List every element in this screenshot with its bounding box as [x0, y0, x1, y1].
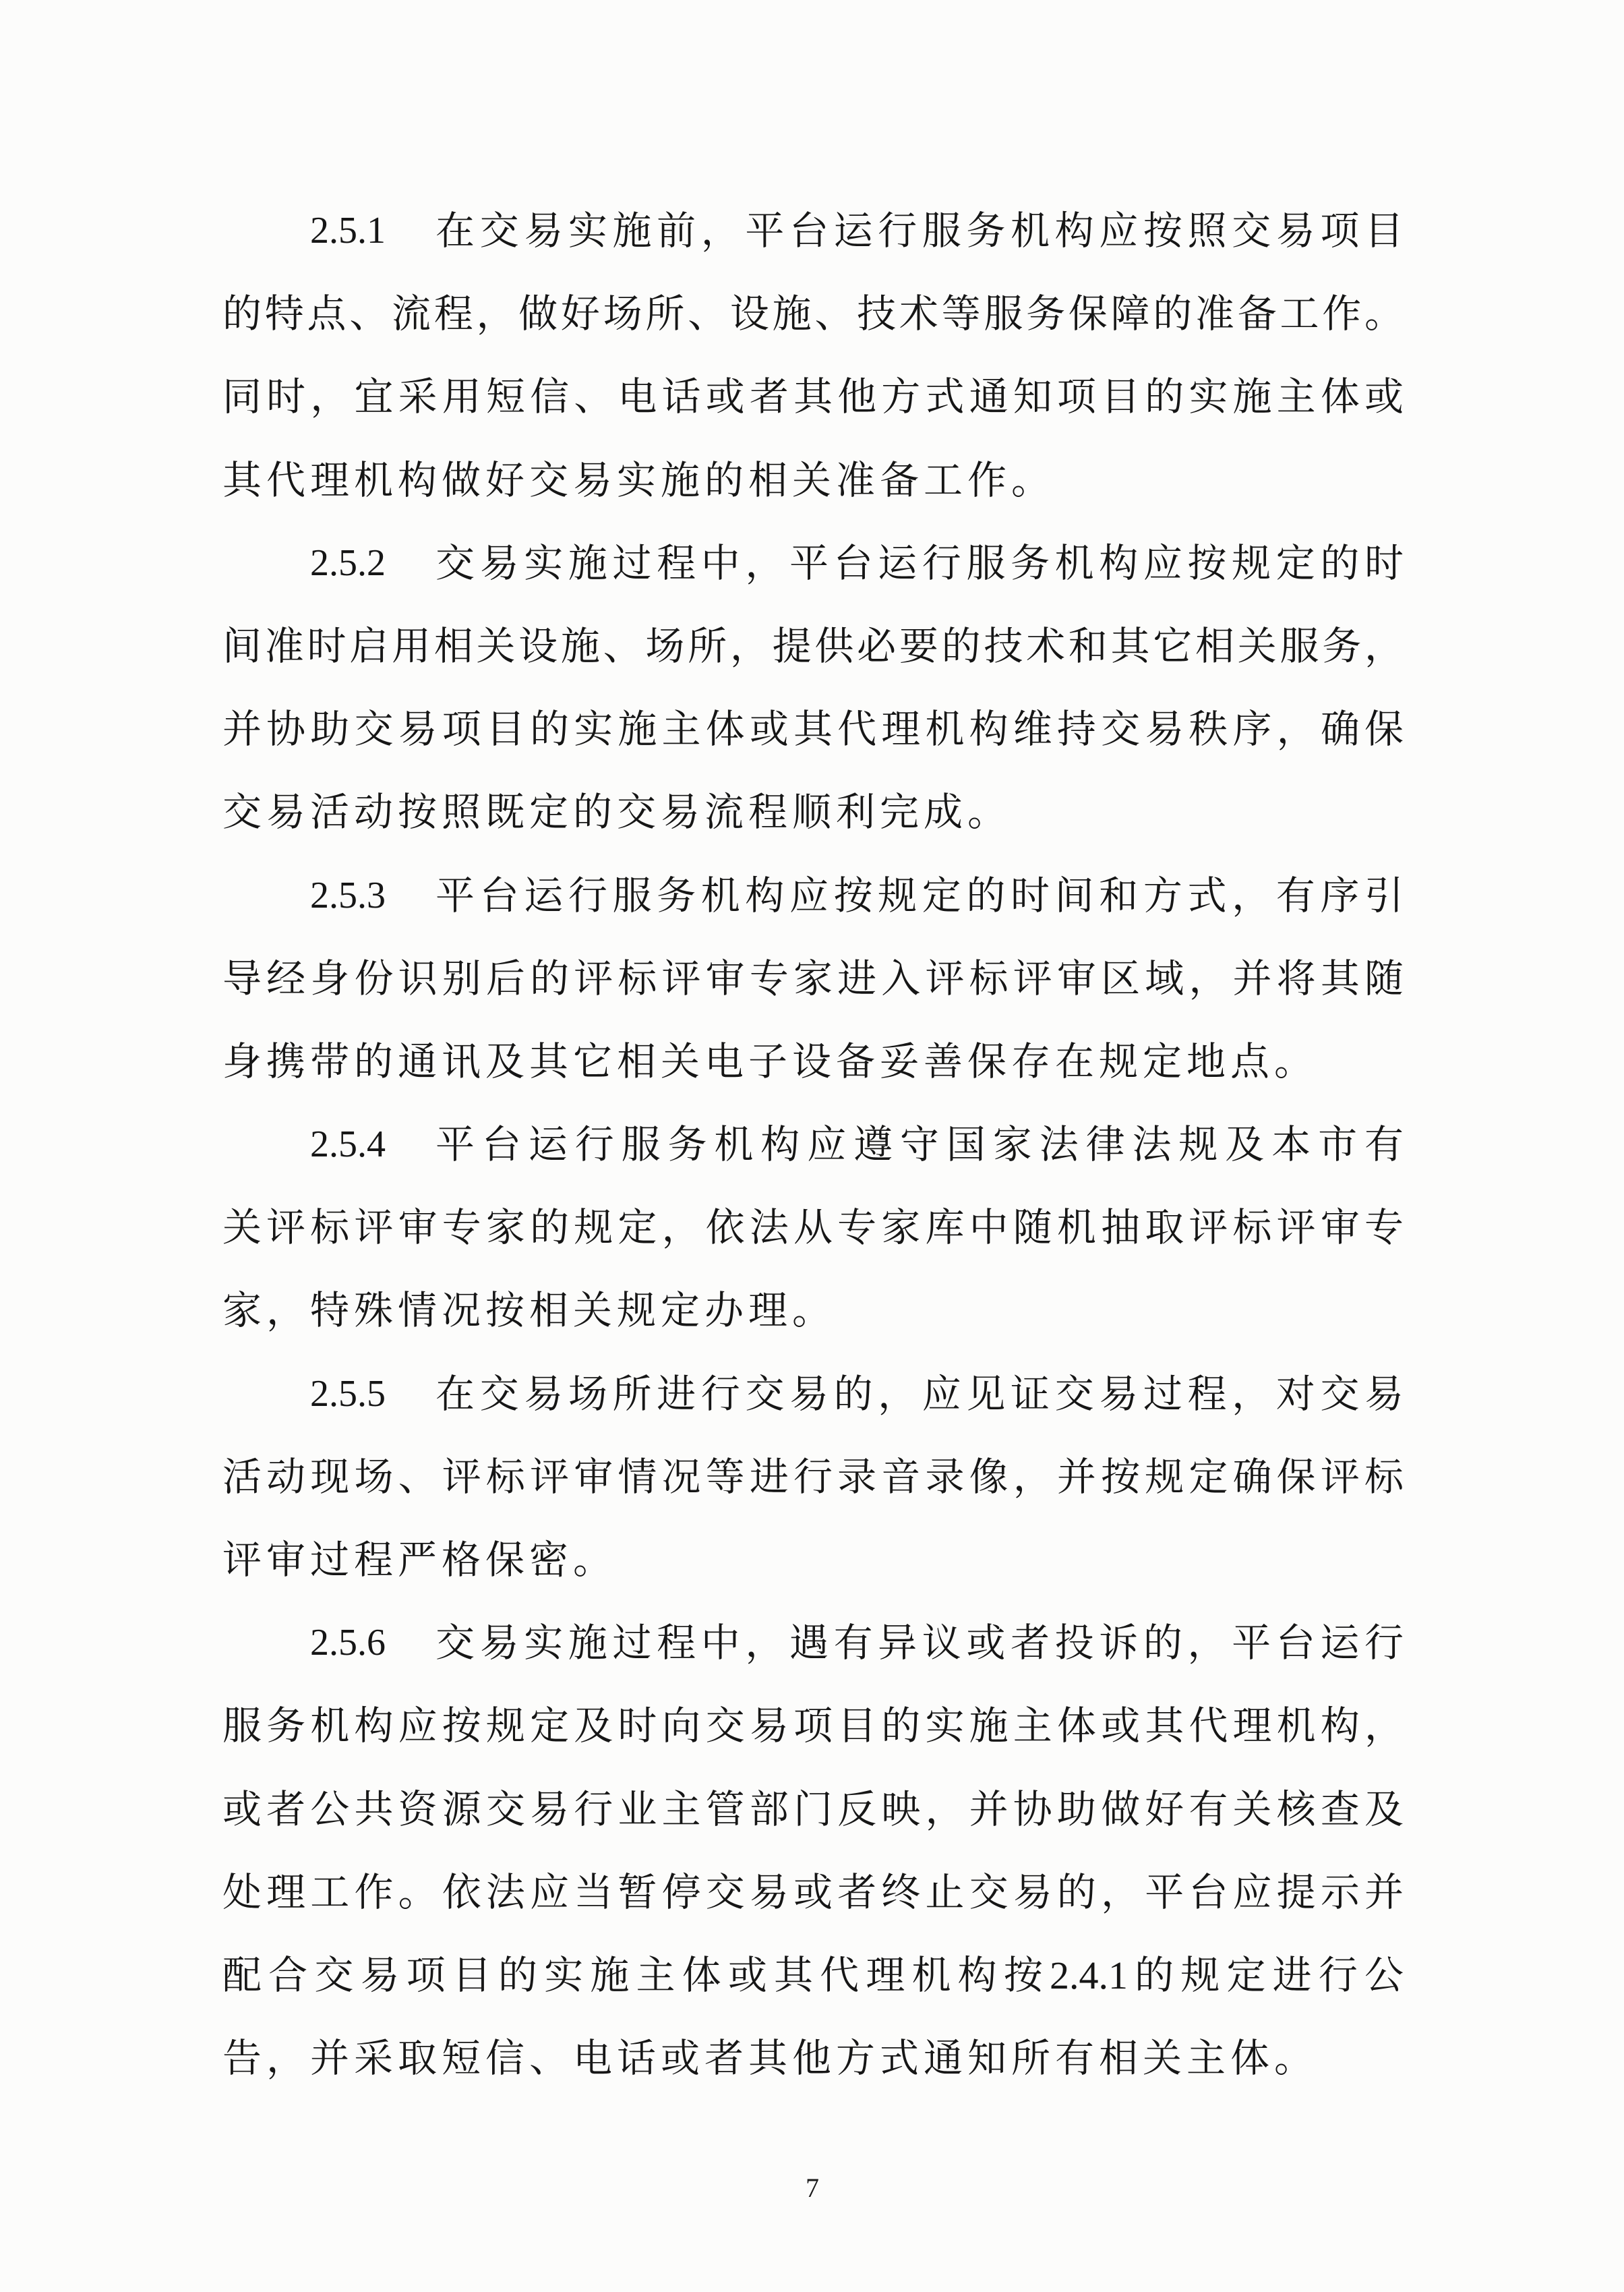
section-number: 2.5.3 [310, 874, 386, 916]
text-line [222, 854, 1404, 937]
line-text: 在交易场所进行交易的，应见证交易过程，对交易 [435, 1372, 1404, 1416]
line-text: 身携带的通讯及其它相关电子设备妥善保存在规定地点。 [222, 1039, 1319, 1084]
line-text: 平台运行服务机构应遵守国家法律法规及本市有 [435, 1123, 1404, 1167]
line-text: 服务机构应按规定及时向交易项目的实施主体或其代理机构， [222, 1704, 1404, 1749]
text-line [222, 1020, 1404, 1103]
section-2-5-3 [222, 854, 1404, 1104]
section-2-5-2 [222, 522, 1404, 854]
section-2-5-1 [222, 189, 1404, 522]
line-text: 活动现场、评标评审情况等进行录音录像，并按规定确保评标 [222, 1454, 1404, 1499]
text-line [222, 1186, 1404, 1269]
text-line [222, 189, 1404, 272]
document-body [222, 189, 1404, 2100]
text-line [222, 1851, 1404, 1934]
text-line [222, 1353, 1404, 1436]
section-number: 2.5.2 [310, 541, 386, 584]
text-line [222, 605, 1404, 688]
text-line [222, 1519, 1404, 1602]
line-text: 配合交易项目的实施主体或其代理机构按2.4.1的规定进行公 [222, 1953, 1404, 1997]
text-line [222, 355, 1404, 438]
line-text: 交易实施过程中，遇有异议或者投诉的，平台运行 [435, 1621, 1404, 1666]
line-text: 平台运行服务机构应按规定的时间和方式，有序引 [435, 873, 1404, 918]
text-line [222, 937, 1404, 1020]
line-text: 处理工作。依法应当暂停交易或者终止交易的，平台应提示并 [222, 1870, 1404, 1914]
page-number: 7 [806, 2173, 819, 2203]
line-text: 在交易实施前，平台运行服务机构应按照交易项目 [435, 209, 1404, 253]
text-line [222, 1602, 1404, 1684]
section-number: 2.5.1 [310, 210, 386, 252]
text-line [222, 272, 1404, 355]
text-line [222, 522, 1404, 605]
section-number: 2.5.6 [310, 1622, 386, 1664]
line-text: 并协助交易项目的实施主体或其代理机构维持交易秩序，确保 [222, 707, 1404, 752]
section-2-5-4 [222, 1103, 1404, 1353]
line-text: 交易实施过程中，平台运行服务机构应按规定的时 [435, 541, 1404, 585]
text-line [222, 771, 1404, 854]
text-line [222, 1436, 1404, 1519]
text-line [222, 1768, 1404, 1851]
line-text: 评审过程严格保密。 [222, 1538, 618, 1582]
line-text: 同时，宜采用短信、电话或者其他方式通知项目的实施主体或 [222, 375, 1404, 419]
line-text: 其代理机构做好交易实施的相关准备工作。 [222, 458, 1056, 502]
text-line [222, 1269, 1404, 1352]
section-2-5-5 [222, 1353, 1404, 1602]
line-text: 家，特殊情况按相关规定办理。 [222, 1289, 837, 1333]
text-line [222, 2017, 1404, 2100]
line-text: 交易活动按照既定的交易流程顺利完成。 [222, 790, 1012, 835]
section-number: 2.5.4 [310, 1123, 386, 1166]
line-text: 的特点、流程，做好场所、设施、技术等服务保障的准备工作。 [222, 292, 1404, 336]
section-2-5-6 [222, 1602, 1404, 2100]
line-text: 或者公共资源交易行业主管部门反映，并协助做好有关核查及 [222, 1787, 1404, 1831]
line-text: 导经身份识别后的评标评审专家进入评标评审区域，并将其随 [222, 956, 1404, 1001]
section-number: 2.5.5 [310, 1372, 386, 1415]
text-line [222, 1103, 1404, 1186]
text-line [222, 1684, 1404, 1767]
text-line [222, 688, 1404, 771]
line-text: 间准时启用相关设施、场所，提供必要的技术和其它相关服务， [222, 624, 1404, 668]
text-line [222, 1934, 1404, 2017]
line-text: 告，并采取短信、电话或者其他方式通知所有相关主体。 [222, 2036, 1319, 2081]
text-line [222, 439, 1404, 522]
line-text: 关评标评审专家的规定，依法从专家库中随机抽取评标评审专 [222, 1206, 1404, 1250]
